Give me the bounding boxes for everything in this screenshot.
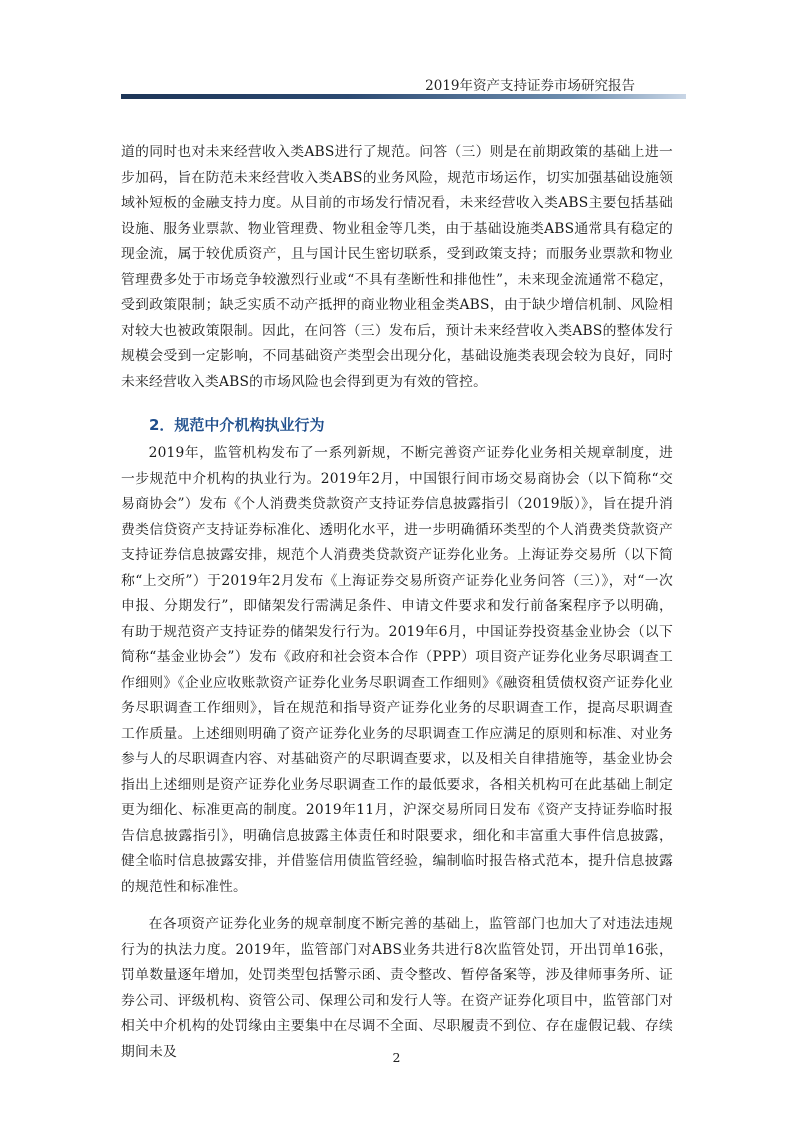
paragraph-enforcement: 在各项资产证券化业务的规章制度不断完善的基础上，监管部门也加大了对违法违规行为的执法力度。2019年，监管部门对ABS业务共进行8次监管处罚，开出罚单16张，罚单数量逐年增加，处罚类型包括警示函、责令整改、暂停备案等，涉及律师事务所、证券公司、评级机构、资管公司、保理公司和发行人等。在资产证券化项目中，监管部门对相关中介机构的处罚缘由主要集中在尽调不全面、尽职履责不到位、存在虚假记载、存续期间未及 <box>121 916 673 1060</box>
paragraph-continuation: 道的同时也对未来经营收入类ABS进行了规范。问答（三）则是在前期政策的基础上进一步加码，旨在防范未来经营收入类ABS的业务风险，规范市场运作，切实加强基础设施领域补短板的金融支持力度。从目前的市场发行情况看，未来经营收入类ABS主要包括基础设施、服务业票款、物业管理费、物业租金等几类，由于基础设施类ABS通常具有稳定的现金流，属于较优质资产，且与国计民生密切联系，受到政策支持；而服务业票款和物业管理费多处于市场竞争较激烈行业或“不具有垄断性和排他性”，未来现金流通常不稳定，受到政策限制；缺乏实质不动产抵押的商业物业租金类ABS，由于缺少增信机制、风险相对较大也被政策限制。因此，在问答（三）发布后，预计未来经营收入类ABS的整体发行规模会受到一定影响，不同基础资产类型会出现分化，基础设施类表现会较为良好，同时未来经营收入类ABS的市场风险也会得到更为有效的管控。 <box>121 144 673 390</box>
header-divider <box>121 94 686 99</box>
report-title: 2019年资产支持证券市场研究报告 <box>425 78 635 94</box>
paragraph-regulations: 2019年，监管机构发布了一系列新规，不断完善资产证券化业务相关规章制度，进一步规范中介机构的执业行为。2019年2月，中国银行间市场交易商协会（以下简称“交易商协会”）发布《个人消费类贷款资产支持证券信息披露指引（2019版）》，旨在提升消费类信贷资产支持证券标准化、透明化水平，进一步明确循环类型的个人消费类贷款资产支持证券信息披露安排，规范个人消费类贷款资产证券化业务。上海证券交易所（以下简称“上交所”）于2019年2月发布《上海证券交易所资产证券化业务问答（三）》，对“一次申报、分期发行”，即储架发行需满足条件、申请文件要求和发行前备案程序予以明确，有助于规范资产支持证券的储架发行行为。2019年6月，中国证券投资基金业协会（以下简称“基金业协会”）发布《政府和社会资本合作（PPP）项目资产证券化业务尽职调查工作细则》《企业应收账款资产证券化业务尽职调查工作细则》《融资租赁债权资产证券化业务尽职调查工作细则》，旨在规范和指导资产证券化业务的尽职调查工作，提高尽职调查工作质量。上述细则明确了资产证券化业务的尽职调查工作应满足的原则和标准、对业务参与人的尽职调查内容、对基础资产的尽职调查要求，以及相关自律措施等，基金业协会指出上述细则是资产证券化业务尽职调查工作的最低要求，各相关机构可在此基础上制定更为细化、标准更高的制度。2019年11月，沪深交易所同日发布《资产支持证券临时报告信息披露指引》，明确信息披露主体责任和时限要求，细化和丰富重大事件信息披露，健全临时信息披露安排，并借鉴信用债监管经验，编制临时报告格式范本，提升信息披露的规范性和标准性。 <box>121 445 673 895</box>
document-body <box>121 140 673 1065</box>
page-number: 2 <box>392 1050 401 1065</box>
section-heading: 2．规范中介机构执业行为 <box>149 416 325 434</box>
